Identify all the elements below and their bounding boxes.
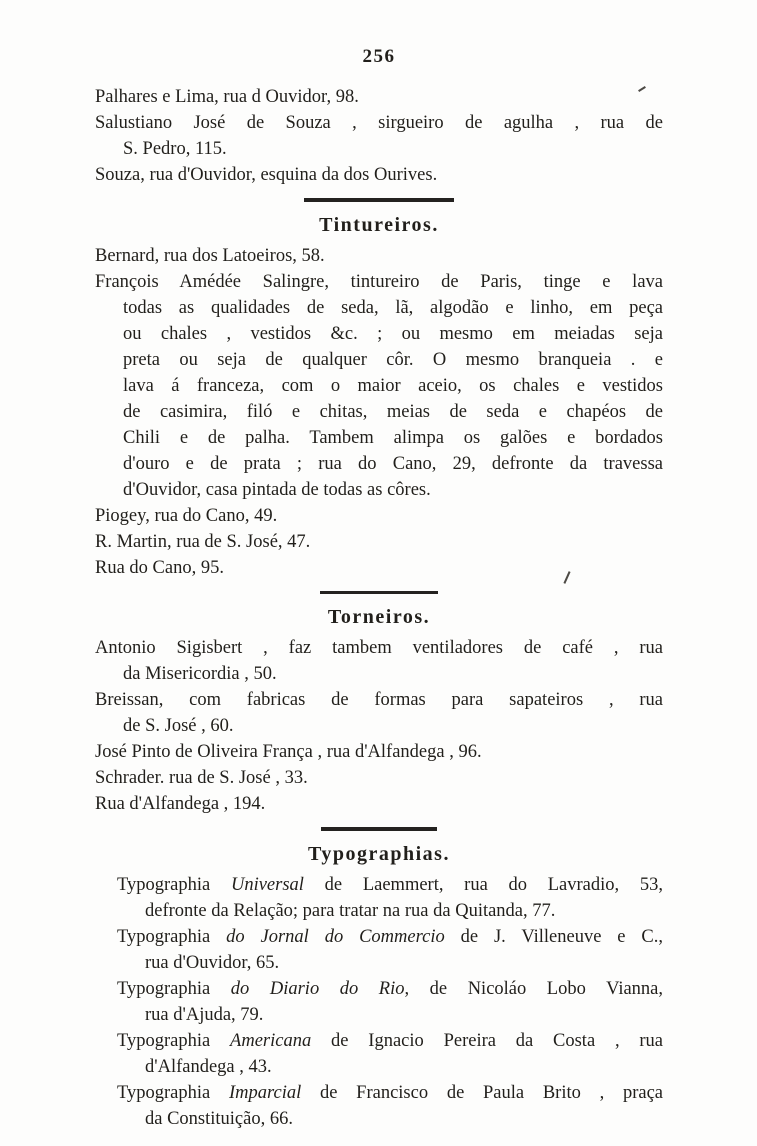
entry-line: Bernard, rua dos Latoeiros, 58.	[95, 246, 325, 266]
entry-line	[117, 1080, 663, 1106]
entry-line: François Amédée Salingre, tintureiro de Paris, tinge e lava	[95, 272, 663, 292]
section-heading-tintureiros	[95, 198, 663, 239]
typographias-entries	[95, 872, 663, 1132]
entry-rest: , de Nicoláo Lobo Vianna,	[404, 979, 664, 999]
entry-prefix: Typographia	[117, 927, 227, 947]
entry-prefix: Typographia	[117, 979, 231, 999]
entry-line: da Constituição, 66.	[145, 1109, 293, 1129]
entry-line: José Pinto de Oliveira França , rua d'Alfandega , 96.	[95, 742, 482, 762]
entry-rest: de Ignacio Pereira da Costa , rua	[311, 1031, 664, 1051]
section-rule	[321, 827, 437, 831]
entry-rest: de Laemmert, rua do Lavradio, 53,	[303, 875, 663, 895]
entry-prefix: Typographia	[117, 1083, 229, 1103]
entry-prefix: Typographia	[117, 875, 231, 895]
entry-line: ou chales , vestidos &c. ; ou mesmo em meiadas seja	[123, 324, 663, 344]
section-heading-torneiros	[95, 591, 663, 631]
entry-line: preta ou seja de qualquer côr. O mesmo branqueia . e	[123, 350, 663, 370]
entry-line: rua d'Ouvidor, 65.	[145, 953, 280, 973]
entry-line: Salustiano José de Souza , sirgueiro de agulha , rua de	[95, 113, 663, 133]
entry-line: de S. José , 60.	[123, 716, 234, 736]
entry-line: Rua d'Alfandega , 194.	[95, 794, 266, 814]
entry-line: de casimira, filó e chitas, meias de seda e chapéos de	[123, 402, 663, 422]
entry-line: d'ouro e de prata ; rua do Cano, 29, defronte da travessa	[123, 454, 663, 474]
entry-line: Rua do Cano, 95.	[95, 558, 224, 578]
entry-line: defronte da Relação; para tratar na rua da Quitanda, 77.	[145, 901, 556, 921]
entry-line	[117, 1028, 663, 1054]
typographia-name: do Diario do Rio	[230, 979, 405, 999]
section-heading-typographias	[95, 827, 663, 868]
entry-line: S. Pedro, 115.	[123, 139, 227, 159]
entry-rest: de Francisco de Paula Brito , praça	[301, 1083, 663, 1103]
entry-line: Schrader. rua de S. José , 33.	[95, 768, 308, 788]
typographia-name: Universal	[230, 875, 304, 895]
entry-line: R. Martin, rua de S. José, 47.	[95, 532, 311, 552]
section-rule	[320, 591, 438, 594]
section-title: Tintureiros.	[319, 214, 439, 236]
entry-prefix: Typographia	[117, 1031, 231, 1051]
entry-line	[117, 872, 663, 898]
section-rule	[304, 198, 454, 202]
section-title: Typographias.	[308, 843, 450, 865]
entry-rest: de J. Villeneuve e C.,	[444, 927, 663, 947]
entry-line: rua d'Ajuda, 79.	[145, 1005, 264, 1025]
entry-line	[117, 976, 663, 1002]
typographia-name: Imparcial	[228, 1083, 302, 1103]
directory-content	[95, 44, 663, 1132]
entry-line: Palhares e Lima, rua d Ouvidor, 98.	[95, 87, 359, 107]
entry-line	[117, 924, 663, 950]
entry-line: Antonio Sigisbert , faz tambem ventiladores de café , rua	[95, 638, 663, 658]
entry-line: Souza, rua d'Ouvidor, esquina da dos Ourives.	[95, 165, 438, 185]
entry-line: d'Ouvidor, casa pintada de todas as côres.	[123, 480, 431, 500]
entry-line: da Misericordia , 50.	[123, 664, 277, 684]
entry-line: Piogey, rua do Cano, 49.	[95, 506, 278, 526]
typographia-name: Americana	[230, 1031, 312, 1051]
entry-line: lava á franceza, com o maior aceio, os chales e vestidos	[123, 376, 663, 396]
entry-line: todas as qualidades de seda, lã, algodão e linho, em peça	[123, 298, 663, 318]
entry-line: Chili e de palha. Tambem alimpa os galões e bordados	[123, 428, 663, 448]
entry-line: Breissan, com fabricas de formas para sapateiros , rua	[95, 690, 663, 710]
section-title: Torneiros.	[327, 606, 431, 628]
entry-line: d'Alfandega , 43.	[145, 1057, 272, 1077]
typographia-name: do Jornal do Commercio	[226, 927, 445, 947]
page-number: 256	[362, 46, 396, 67]
